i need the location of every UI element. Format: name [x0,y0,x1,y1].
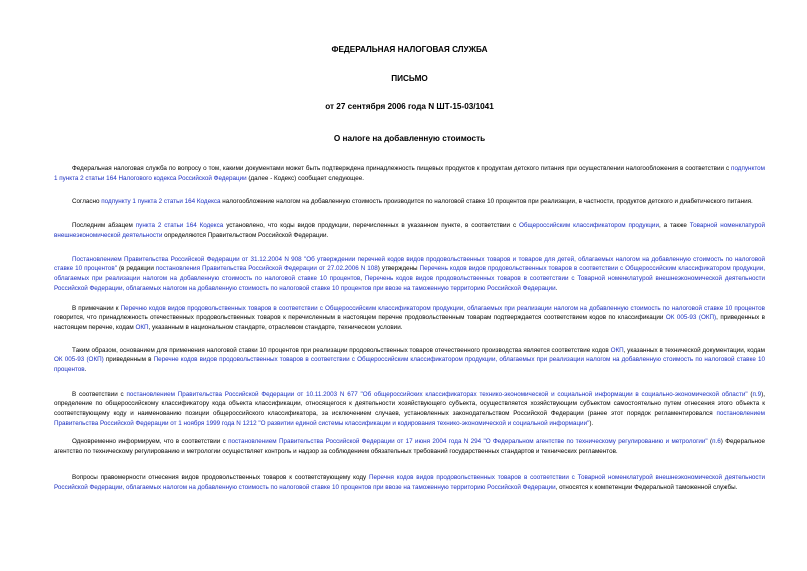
document-link[interactable]: Перечню кодов видов продовольственных товаров в соответствии с Общероссийским классификатором продукции, облагаемых при реализации налогом на добавленную стоимость по налоговой ставке 10 процентов [120,304,765,312]
paragraph-text: ( [747,390,753,398]
paragraph-8 [54,437,765,456]
paragraph-text: говорится, что принадлежность отечественных продовольственных товаров к перечисленным в настоящем перечне продовольственным товарам подтверждается соответствием кодов по классификации [54,314,666,322]
paragraph-text: приведенным в [103,356,154,364]
paragraph-5 [54,304,765,333]
paragraph-7 [54,390,765,428]
document-link[interactable]: Перечне кодов видов продовольственных товаров в соответствии с Общероссийским классификатором продукции, облагаемых при реализации налогом на добавленную стоимость по налоговой ставке 10 процентов [54,356,765,373]
paragraph-text: установлено, что коды видов продукции, перечисленных в указанном пункте, в соответствии с [223,222,520,230]
paragraph-text: , указанным в национальном стандарте, отраслевом стандарте, техническом условии. [148,323,403,331]
document-link[interactable]: Товарной номенклатурой внешнеэкономической деятельности [54,222,766,239]
paragraph-text: , приведенных в настоящем перечне, кодам [54,314,765,331]
paragraph-text: ), определение по общероссийскому классификатору кода объекта классификации, относящегося к деятельности хозяйствующего субъекта, осуществляется хозяйствующим субъектом самостоятельно путем отнесения этого объекта к соответствующему коду и наименованию позиции общероссийского классификатора, за исключением случаев, установленных законодательством Российской Федерации (ранее этот порядок регламентировался [54,390,765,417]
paragraph-1 [54,164,765,183]
paragraph-text: Согласно [72,198,102,206]
paragraph-text: ( [707,437,713,445]
document-link[interactable]: Перечень кодов видов продовольственных товаров в соответствии с Товарной номенклатурой внешнеэкономической деятельности Российской Федерации, облагаемых налогом на добавленную стоимость по налоговой ставке 10 процентов при ввозе на таможенную территорию Российской Федерации [54,275,765,292]
document-link[interactable]: пункта 2 статьи 164 Кодекса [135,222,224,230]
paragraph-text: Федеральная налоговая служба по вопросу о том, какими документами может быть подтверждена принадлежность пищевых продуктов к продуктам детского питания при осуществлении налогообложения в соответствии с [72,165,732,172]
paragraph-3 [54,221,765,240]
document-link[interactable]: п.6 [712,437,721,445]
paragraph-text: , указанных в технической документации, кодам [623,346,766,354]
paragraph-text: . [555,284,558,292]
paragraph-text: . [84,365,87,373]
paragraph-text: (далее - Кодекс) сообщает следующее. [246,174,365,182]
document-link[interactable]: Перечня кодов видов продовольственных товаров в соответствии с Товарной номенклатурой внешнеэкономической деятельности Российской Федерации, облагаемых налогом на добавленную стоимость по налоговой ставке 10 процентов при ввозе на таможенную территорию Российской Федерации [54,474,765,491]
document-link[interactable]: ОКП [135,323,149,331]
paragraph-text: ) утверждены [377,265,420,273]
paragraph-text: ) Федеральное агентство по техническому регулированию и метрологии осуществляет контроль и надзор за соблюдением обязательных требований государственных стандартов и технических регламентов. [54,437,766,455]
paragraph-6 [54,346,765,375]
document-link[interactable]: ОК 005-93 (ОКП) [54,356,104,364]
document-link[interactable]: постановления Правительства Российской Федерации от 27.02.2006 N 108 [155,265,378,273]
paragraph-9 [54,473,765,492]
paragraph-text: Одновременно информируем, что в соответствии с [72,437,229,445]
document-link[interactable]: п.9 [752,390,762,398]
paragraph-text: Последним абзацем [72,222,136,230]
document-link[interactable]: ОКП [610,346,624,354]
paragraph-text: ). [589,419,594,427]
issuing-organization: ФЕДЕРАЛЬНАЯ НАЛОГОВАЯ СЛУЖБА [331,45,488,54]
document-date-number: от 27 сентября 2006 года N ШТ-15-03/1041 [325,102,494,111]
paragraph-text: налогообложение налогом на добавленную стоимость производится по налоговой ставке 10 процентов при реализации, в частности, продуктов детского и диабетического питания. [220,198,753,206]
document-link[interactable]: ОК 005-93 (ОКП) [665,314,717,322]
paragraph-text: Вопросы правомерности отнесения видов продовольственных товаров к соответствующему коду [72,474,369,482]
document-link[interactable]: подпунктом 1 пункта 2 статьи 164 Налогового кодекса Российской Федерации [54,165,765,182]
paragraph-text: , а также [658,222,690,230]
document-link[interactable]: постановлением Правительства Российской Федерации от 10.11.2003 N 677 "Об общероссийских классификаторах технико-экономической и социальной информации в социально-экономической области" [126,390,748,398]
paragraph-2 [54,197,765,207]
paragraph-4 [54,255,765,293]
document-link[interactable]: Перечень кодов видов продовольственных товаров в соответствии с Общероссийским классификатором продукции, облагаемых при реализации налогом на добавленную стоимость по налоговой ставке 10 процентов [54,265,765,283]
document-link[interactable]: подпункту 1 пункта 2 статьи 164 Кодекса [101,198,221,206]
document-type: ПИСЬМО [391,74,428,83]
document-link[interactable]: постановлением Правительства Российской Федерации от 17 июня 2004 года N 294 "О Федеральном агентстве по техническому регулированию и метрологии" [228,437,708,445]
paragraph-text: , относятся к компетенции Федеральной таможенной службы. [555,483,738,491]
paragraph-text: В соответствии с [72,390,127,398]
paragraph-text: Таким образом, основанием для применения налоговой ставки 10 процентов при реализации продовольственных товаров отечественного производства является соответствие кодов [72,346,611,354]
paragraph-text: (в редакции [116,265,156,273]
document-link[interactable]: Общероссийским классификатором продукции [519,222,659,230]
document-link[interactable]: Постановлением Правительства Российской Федерации от 31.12.2004 N 908 "Об утверждении перечней кодов видов продовольственных товаров и товаров для детей, облагаемых налогом на добавленную стоимость по налоговой ставке 10 процентов" [54,255,765,273]
paragraph-text: , [360,275,365,283]
paragraph-text: определяются Правительством Российской Федерации. [162,231,329,239]
paragraph-text: В примечании к [72,304,121,312]
document-subject: О налоге на добавленную стоимость [333,134,486,143]
document-body [54,144,765,492]
document-link[interactable]: постановлением Правительства Российской Федерации от 1 ноября 1999 года N 1212 "О развитии единой системы классификации и кодирования технико-экономической и социальной информации" [54,409,765,427]
